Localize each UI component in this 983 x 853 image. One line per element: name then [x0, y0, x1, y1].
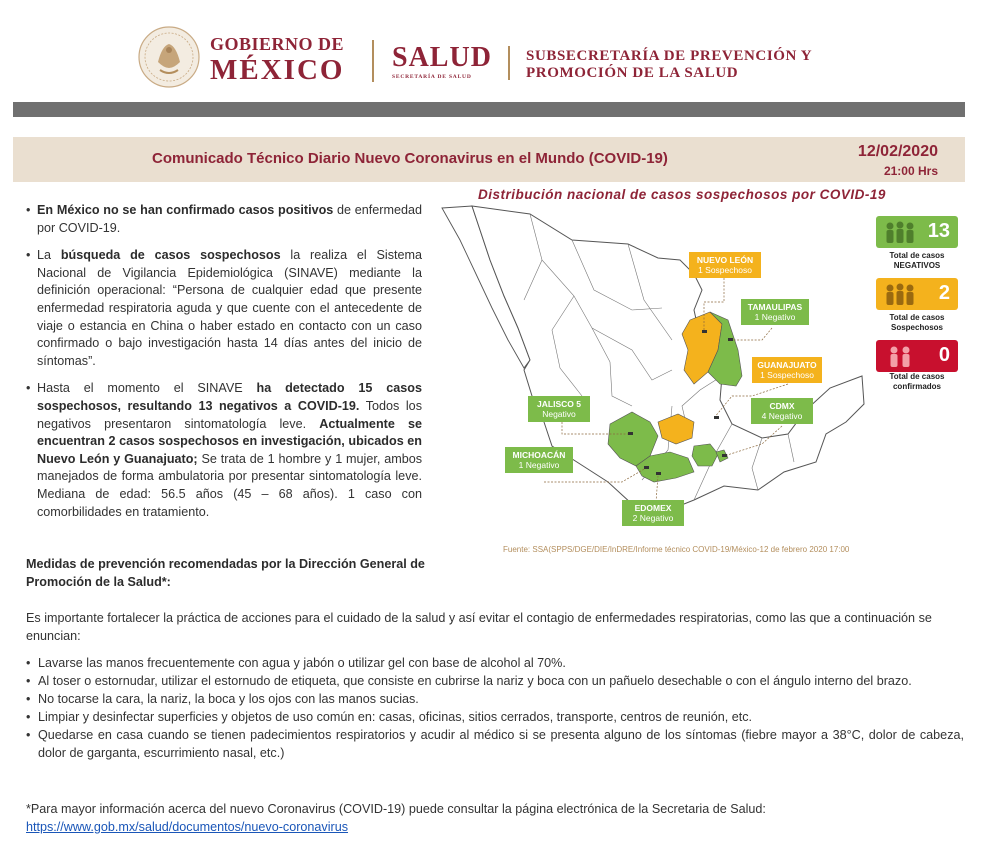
bullet-text: la realiza el Sistema Nacional de Vigilancia Epidemiológica (SINAVE) mediante la definición operacional: “Persona de cualquier edad que presente enfermedad respiratoria aguda y que cuente con el antecedente de viaje o estancia en China o haber estado en contacto con un caso confirmado o bajo investigación hasta 14 días antes del inicio de síntomas”. — [37, 248, 422, 368]
footnote-text: *Para mayor información acerca del nuevo Coronavirus (COVID-19) puede consultar la página electrónica de la Secretaria de Salud: — [26, 802, 766, 816]
label-name: JALISCO 5 — [537, 399, 581, 409]
label-jalisco — [528, 396, 590, 422]
bullet-text: de enfermedad por COVID-19. — [37, 203, 423, 235]
bullet-text: Hasta el momento el SINAVE — [37, 381, 257, 396]
list-item: • Limpiar y desinfectar superficies y objetos de uso común en: casas, oficinas, sitios cerrados, transporte, centros de reunión, etc. — [26, 708, 964, 726]
list-item: • Quedarse en casa cuando se tienen padecimientos respiratorios y acudir al médico si se presenta alguno de los síntomas (fiebre mayor a 38°C, dolor de cabeza, dolor de garganta, escurrimiento nasal, etc.) — [26, 726, 964, 762]
label-status: 1 Sospechoso — [698, 265, 752, 275]
gobierno-de-mexico-logo — [210, 34, 344, 85]
salud-subtitle: SECRETARÍA DE SALUD — [392, 74, 472, 80]
header-divider — [508, 46, 510, 80]
label-guanajuato — [752, 357, 822, 383]
label-name: GUANAJUATO — [757, 360, 817, 370]
label-status: 1 Negativo — [518, 460, 560, 470]
prevention-measures — [26, 654, 964, 762]
bullet-cases — [26, 380, 422, 521]
label-name: EDOMEX — [634, 503, 672, 513]
label-name: NUEVO LEÓN — [696, 255, 754, 265]
bullet-bold: búsqueda de casos sospechosos — [60, 248, 281, 263]
caption-line: Sospechosos — [890, 323, 943, 332]
map-title: Distribución nacional de casos sospechosos por COVID-19 — [478, 187, 886, 202]
list-item: • No tocarse la cara, la nariz, la boca y los ojos con las manos sucias. — [26, 690, 964, 708]
label-status: 2 Negativo — [632, 513, 674, 523]
caption-line: Total de casos — [889, 251, 945, 260]
salud-title: SALUD — [392, 42, 492, 73]
caption-line: Total de casos — [889, 372, 945, 381]
report-date: 12/02/2020 — [857, 143, 938, 160]
gobierno-line1: GOBIERNO DE — [210, 34, 345, 54]
label-name: CDMX — [769, 401, 795, 411]
caption-line: Total de casos — [889, 313, 945, 322]
subsecretaria-line1: SUBSECRETARÍA DE PREVENCIÓN Y — [526, 48, 813, 64]
label-tamaulipas — [741, 299, 809, 325]
list-item: • Lavarse las manos frecuentemente con agua y jabón o utilizar gel con base de alcohol al 70%. — [26, 654, 964, 672]
label-michoacan — [505, 447, 573, 473]
sospechosos-badge — [876, 278, 958, 310]
title-banner — [13, 137, 965, 182]
label-status: 1 Sospechoso — [760, 370, 814, 380]
header-divider — [372, 40, 374, 82]
salud-logo — [392, 44, 492, 80]
people-pair-icon — [882, 343, 918, 369]
salud-link[interactable]: https://www.gob.mx/salud/documentos/nuevo-coronavirus — [26, 820, 349, 834]
label-status: 1 Negativo — [754, 312, 796, 322]
sospechosos-count: 2 — [938, 282, 950, 304]
bullet-text: Todos los negativos presentaron sintomatología leve. — [37, 398, 422, 431]
label-status: 4 Negativo — [761, 411, 803, 421]
negativos-count: 13 — [927, 220, 950, 242]
gobierno-line2: MÉXICO — [210, 54, 345, 86]
sospechosos-caption — [872, 313, 962, 333]
bullet-search — [26, 247, 422, 370]
label-status: Negativo — [542, 409, 576, 419]
confirmados-count: 0 — [938, 344, 950, 366]
prevention-title: Medidas de prevención recomendadas por la Dirección General de Promoción de la Salud*: — [26, 557, 425, 589]
summary-bullets — [26, 202, 422, 531]
negativos-badge — [876, 216, 958, 248]
label-name: MICHOACÁN — [512, 450, 566, 460]
mexico-seal-icon — [138, 26, 200, 88]
footnote — [26, 800, 964, 836]
map-source: Fuente: SSA(SPPS/DGE/DIE/InDRE/Informe técnico COVID-19/México-12 de febrero 2020 17:00 — [503, 545, 850, 554]
page-header — [0, 0, 983, 100]
label-nuevo-leon — [689, 252, 761, 278]
negativos-caption — [872, 251, 962, 271]
label-edomex — [622, 500, 684, 526]
caption-line: NEGATIVOS — [893, 261, 941, 270]
bullet-bold: ha detectado 15 casos sospechosos, resultando 13 negativos a COVID-19. — [37, 381, 422, 413]
bullet-bold: En México no se han confirmado casos positivos — [37, 203, 334, 217]
bullet-text: La — [37, 248, 61, 263]
subsecretaria-title — [526, 48, 812, 82]
subsecretaria-line2: PROMOCIÓN DE LA SALUD — [526, 65, 739, 81]
caption-line: confirmados — [892, 382, 941, 391]
bullet-text: Se trata de 1 hombre y 1 mujer, ambos manejados de forma ambulatoria por presentar sintomatología leve. Mediana de edad: 56.5 años (45 – 68 años). 1 caso con comorbilidades en tratamiento. — [37, 451, 422, 519]
people-group-icon — [882, 281, 918, 307]
label-cdmx — [751, 398, 813, 424]
label-name: TAMAULIPAS — [747, 302, 803, 312]
list-item: • Al toser o estornudar, utilizar el estornudo de etiqueta, que consiste en cubrirse la nariz y boca con un pañuelo desechable o con el ángulo interno del brazo. — [26, 672, 964, 690]
header-bar — [13, 102, 965, 117]
report-time: 21:00 Hrs — [883, 164, 938, 178]
confirmados-caption — [872, 372, 962, 392]
bullet-no-confirmed — [26, 202, 422, 237]
bullet-bold: Actualmente se encuentran 2 casos sospechosos en investigación, ubicados en Nuevo León y Guanajuato; — [37, 416, 422, 466]
people-group-icon — [882, 219, 918, 245]
page-title: Comunicado Técnico Diario Nuevo Coronavirus en el Mundo (COVID-19) — [152, 150, 668, 167]
prevention-intro: Es importante fortalecer la práctica de acciones para el cuidado de la salud y así evitar el contagio de enfermedades respiratorias, como las que a continuación se enuncian: — [26, 611, 932, 643]
confirmados-badge — [876, 340, 958, 372]
